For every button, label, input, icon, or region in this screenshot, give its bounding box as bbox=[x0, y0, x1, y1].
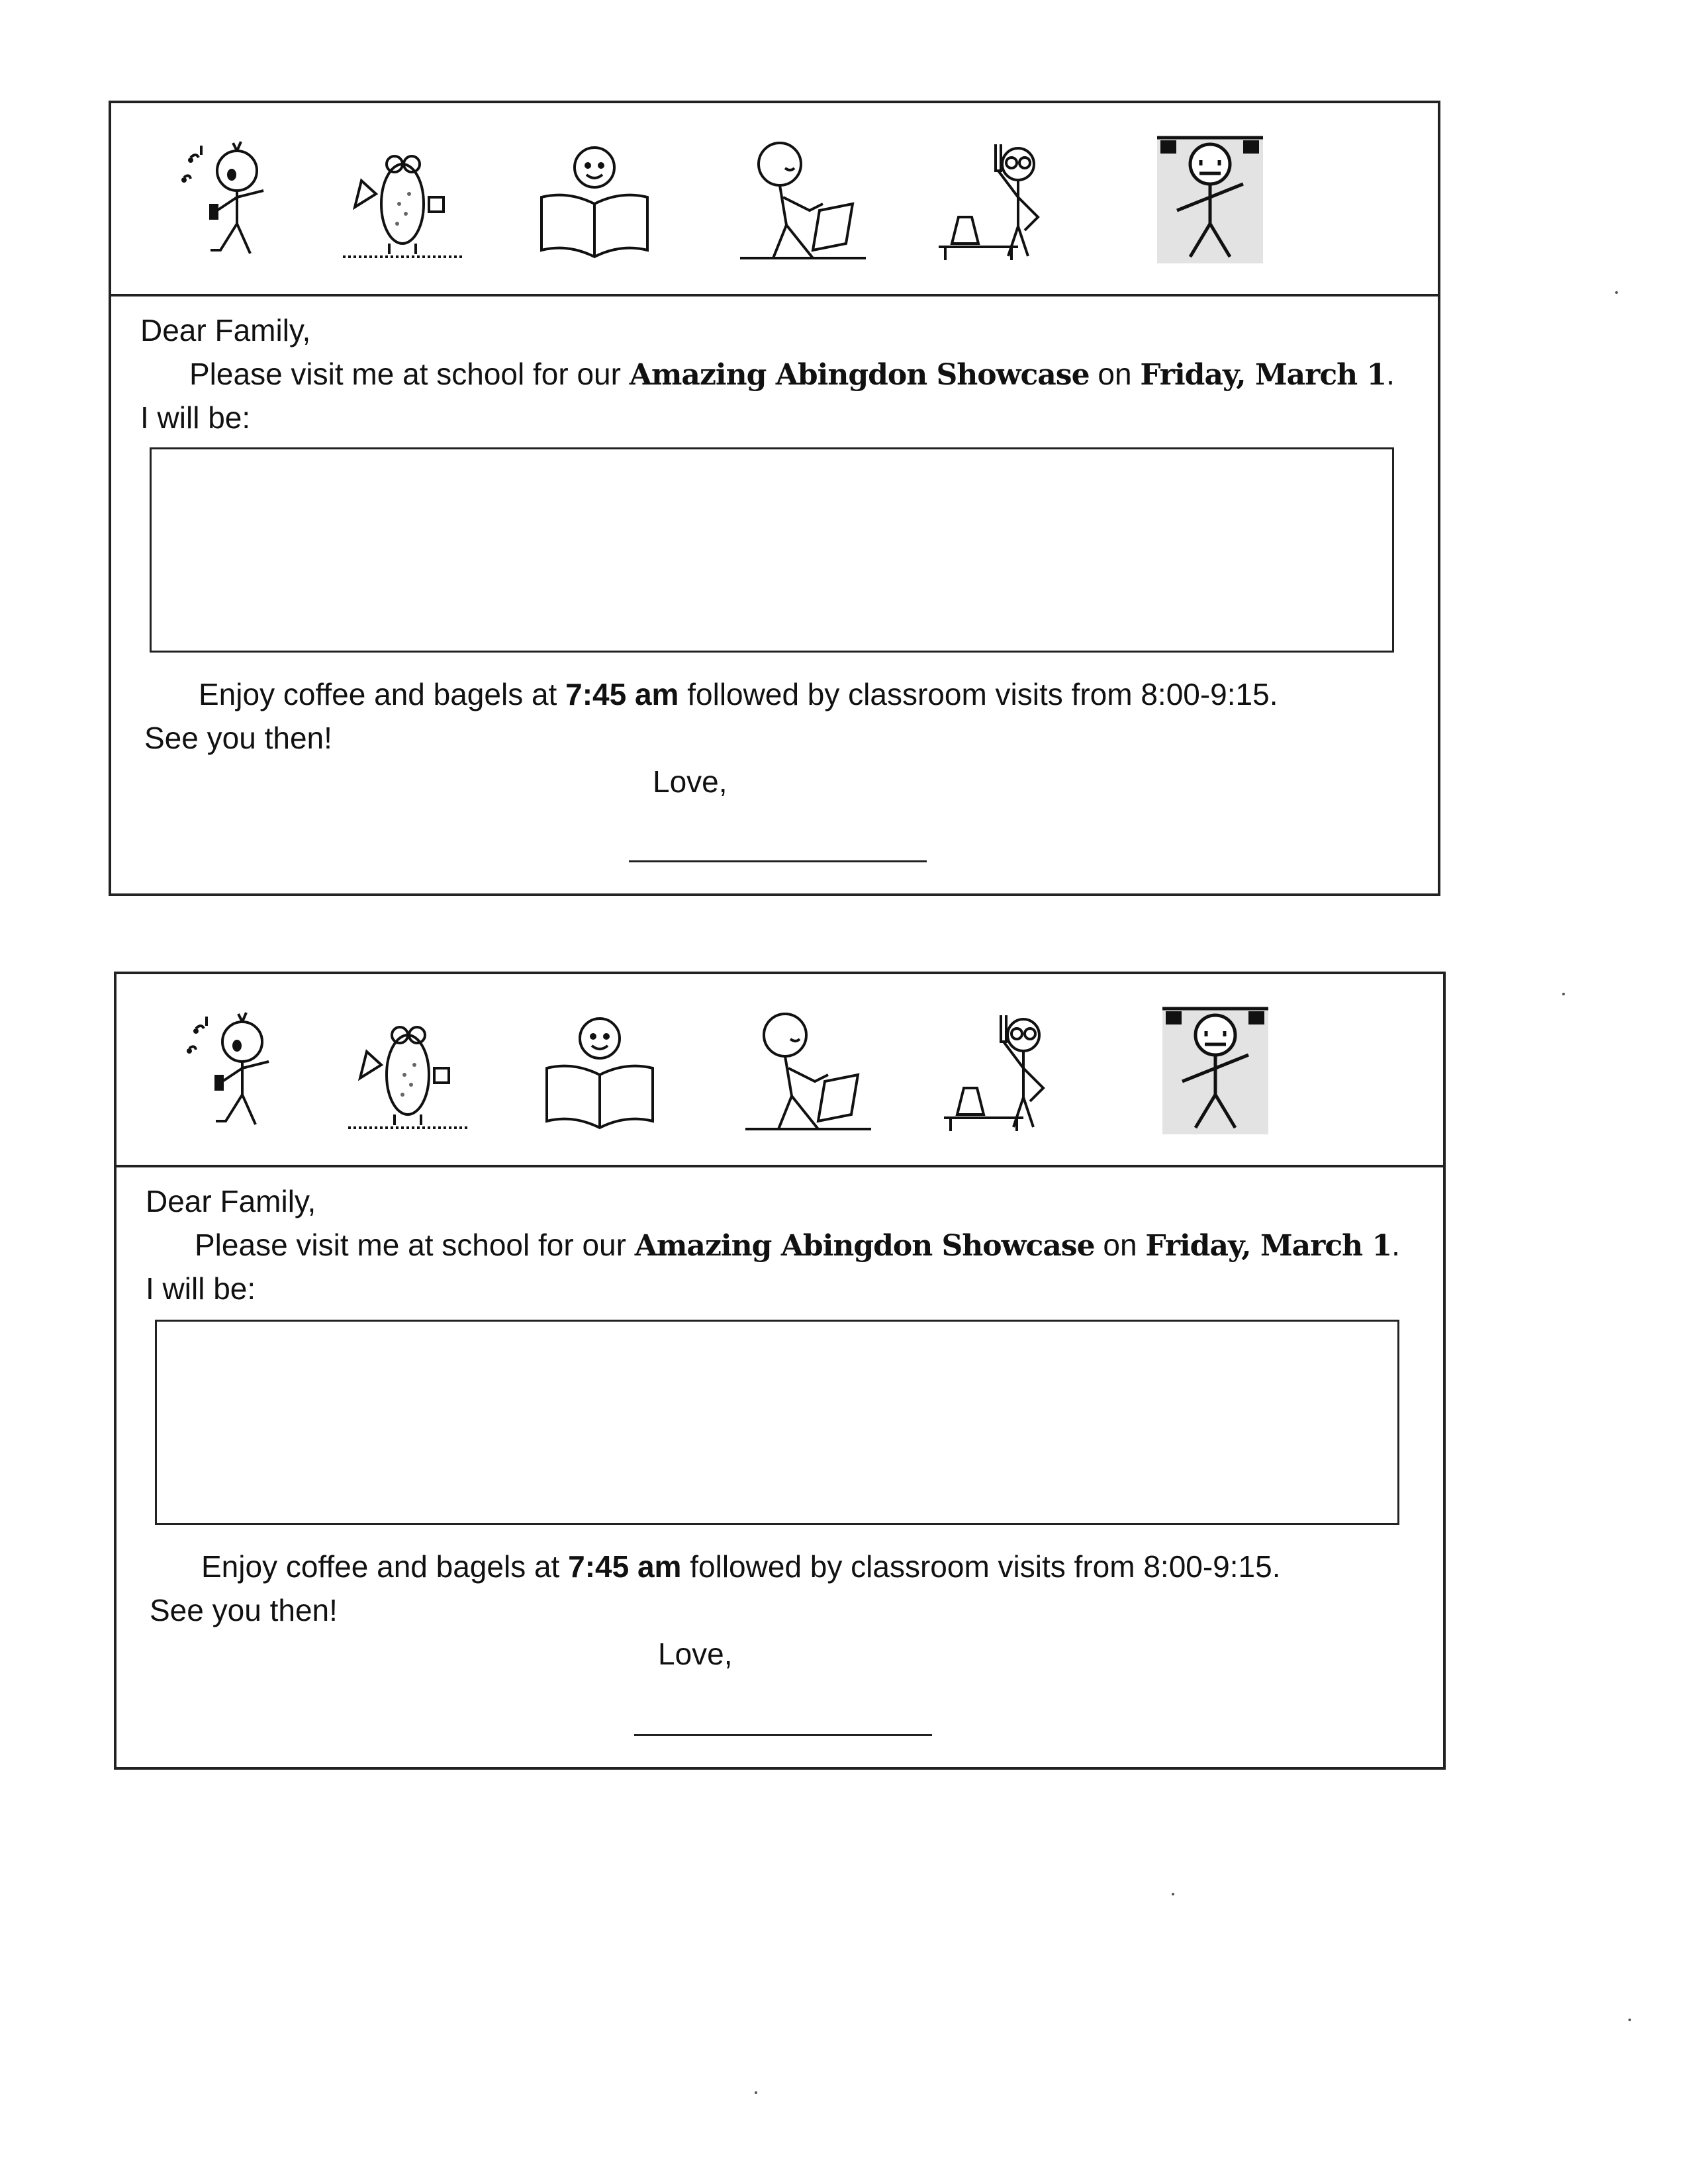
schedule-text-end: followed by classroom visits from 8:00-9:15. bbox=[681, 1549, 1281, 1584]
closing-text: Love, bbox=[658, 1637, 733, 1671]
invitation-line bbox=[195, 1223, 1400, 1268]
invitation-period: . bbox=[1391, 1228, 1400, 1262]
event-name: Amazing Abingdon Showcase bbox=[634, 1229, 1095, 1263]
illustration-strip bbox=[111, 103, 1438, 296]
invitation-text: Please visit me at school for our bbox=[189, 357, 630, 391]
signature-line[interactable] bbox=[629, 860, 927, 862]
performer-figure-icon bbox=[1149, 1002, 1282, 1141]
performer-figure-icon bbox=[1144, 131, 1276, 270]
see-you-text: See you then! bbox=[144, 721, 332, 755]
math-figure-icon bbox=[342, 1002, 474, 1141]
scan-speck bbox=[1172, 1893, 1174, 1895]
event-name: Amazing Abingdon Showcase bbox=[629, 358, 1090, 392]
schedule-line bbox=[199, 672, 1278, 716]
invitation-line bbox=[189, 352, 1395, 397]
math-figure-icon bbox=[336, 131, 469, 270]
invitation-card-1 bbox=[109, 101, 1440, 896]
schedule-line bbox=[201, 1545, 1281, 1588]
schedule-text-end: followed by classroom visits from 8:00-9:15. bbox=[679, 677, 1278, 711]
event-date: Friday, March 1 bbox=[1140, 358, 1387, 392]
reader-figure-icon bbox=[534, 1002, 666, 1141]
singer-figure-icon bbox=[164, 131, 297, 270]
see-you-text: See you then! bbox=[150, 1593, 338, 1627]
activity-answer-box[interactable] bbox=[155, 1320, 1399, 1525]
scan-speck bbox=[1628, 2019, 1631, 2021]
singer-figure-icon bbox=[169, 1002, 302, 1141]
signature-line[interactable] bbox=[634, 1734, 932, 1736]
schedule-text: Enjoy coffee and bagels at bbox=[201, 1549, 569, 1584]
invitation-period: . bbox=[1386, 357, 1395, 391]
invitation-text-on: on bbox=[1094, 1228, 1146, 1262]
schedule-text: Enjoy coffee and bagels at bbox=[199, 677, 566, 711]
scan-speck bbox=[755, 2091, 757, 2094]
activity-answer-box[interactable] bbox=[150, 447, 1394, 653]
reader-figure-icon bbox=[528, 131, 661, 270]
greeting: Dear Family, bbox=[146, 1184, 316, 1218]
event-date: Friday, March 1 bbox=[1145, 1229, 1392, 1263]
scan-speck bbox=[1615, 291, 1618, 294]
i-will-be-label: I will be: bbox=[140, 400, 251, 435]
coffee-time: 7:45 am bbox=[565, 677, 679, 711]
i-will-be-label: I will be: bbox=[146, 1271, 256, 1306]
writer-figure-icon bbox=[739, 1002, 871, 1141]
illustration-strip bbox=[117, 974, 1443, 1167]
closing-text: Love, bbox=[653, 764, 727, 799]
invitation-text: Please visit me at school for our bbox=[195, 1228, 635, 1262]
scientist-figure-icon bbox=[937, 1002, 1070, 1141]
greeting: Dear Family, bbox=[140, 313, 311, 347]
coffee-time: 7:45 am bbox=[568, 1549, 682, 1584]
invitation-text-on: on bbox=[1089, 357, 1141, 391]
scan-speck bbox=[1562, 993, 1565, 995]
invitation-card-2 bbox=[114, 972, 1446, 1770]
writer-figure-icon bbox=[733, 131, 866, 270]
scientist-figure-icon bbox=[932, 131, 1064, 270]
